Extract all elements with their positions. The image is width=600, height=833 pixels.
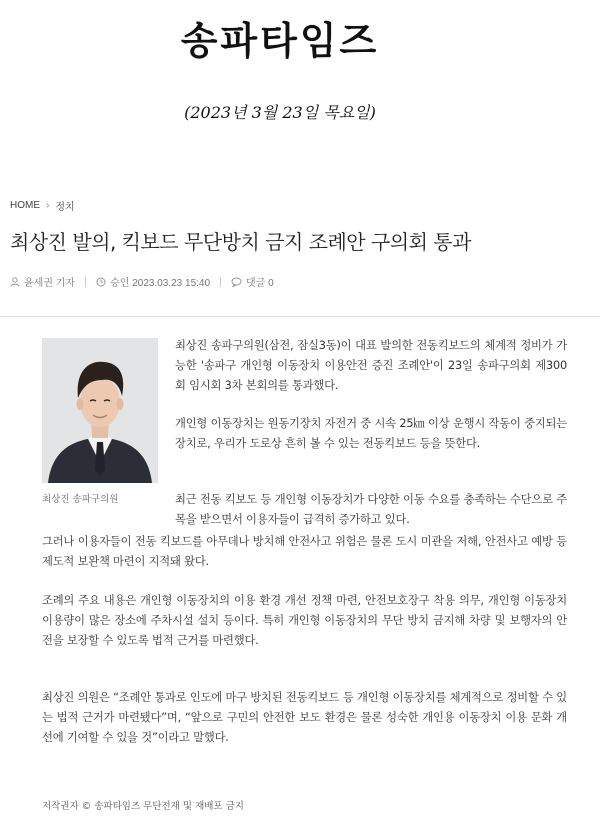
meta-comments[interactable] (231, 274, 274, 289)
breadcrumb-section-link[interactable]: 정치 (55, 202, 75, 213)
article-paragraph-3a: 최근 전동 킥보도 등 개인형 이동장치가 다양한 이동 수요를 충족하는 수단으로 주목을 받으면서 이용자들이 급격히 증가하고 있다. (175, 493, 567, 526)
meta-approved (96, 274, 210, 289)
councilor-portrait-photo (42, 338, 158, 483)
meta-author (10, 274, 75, 289)
article-paragraph-2: 개인형 이동장치는 원동기장치 자전거 중 시속 25㎞ 이상 운행시 작동이 중지되는 장치로, 우리가 도로상 흔히 볼 수 있는 전동킥보드 등을 뜻한다. (175, 417, 567, 450)
author-name[interactable]: 윤세권 기자 (24, 278, 76, 289)
publication-date: (2023년 3월 23일 목요일) (184, 103, 376, 122)
article-paragraph-3b: 그러나 이용자들이 전동 킥보드를 아무데나 방치해 안전사고 위험은 물론 도시 미관을 저해, 안전사고 예방 등 제도적 보완책 마련이 지적돼 왔다. (42, 535, 567, 568)
article-paragraph-5: 최상진 의원은 “조례안 통과로 인도에 마구 방치된 전동킥보드 등 개인형 이동장치를 체계적으로 정비할 수 있는 법적 근거가 마련됐다”며, “앞으로 구민의 안전한 보도 환경은 물론 성숙한 개인용 이동장치 이용 문화 개선에 기여할 수 있을 것”이라고 말했다. (42, 691, 567, 744)
chevron-right-icon: › (46, 200, 50, 211)
meta-divider (220, 277, 221, 287)
header-divider (0, 316, 600, 317)
photo-caption: 최상진 송파구의원 (42, 494, 119, 505)
comment-icon (231, 277, 242, 287)
article-paragraph-4: 조례의 주요 내용은 개인형 이동장치의 이용 환경 개선 정책 마련, 안전보호장구 착용 의무, 개인형 이동장치 이용량이 많은 장소에 주차시설 설치 등이다. 특히 개인형 이동장치의 무단 방치 금지해 차량 및 보행자의 안전을 보장할 수 있도록 법적 근거를 마련했다. (42, 594, 567, 647)
newspaper-masthead: 송파타임즈 (180, 19, 380, 63)
copyright-notice: 저작권자 © 송파타임즈 무단전재 및 재배포 금지 (42, 801, 244, 812)
breadcrumb (10, 198, 75, 213)
article-paragraph-1: 최상진 송파구의원(삼전, 잠실3동)이 대표 발의한 전동킥보드의 체계적 정비가 가능한 '송파구 개인형 이동장치 이용안전 증진 조례안'이 23일 송파구의회 제300회 임시회 3차 본회의를 통과했다. (175, 339, 567, 392)
clock-icon (96, 277, 106, 287)
article-headline: 최상진 발의, 킥보드 무단방치 금지 조례안 구의회 통과 (10, 230, 471, 254)
article-meta (10, 274, 274, 289)
person-icon (10, 277, 20, 287)
approved-datetime: 승인 2023.03.23 15:40 (110, 278, 211, 289)
breadcrumb-home-link[interactable]: HOME (10, 200, 40, 211)
comment-count[interactable]: 댓글 0 (246, 278, 274, 289)
meta-divider (85, 277, 86, 287)
